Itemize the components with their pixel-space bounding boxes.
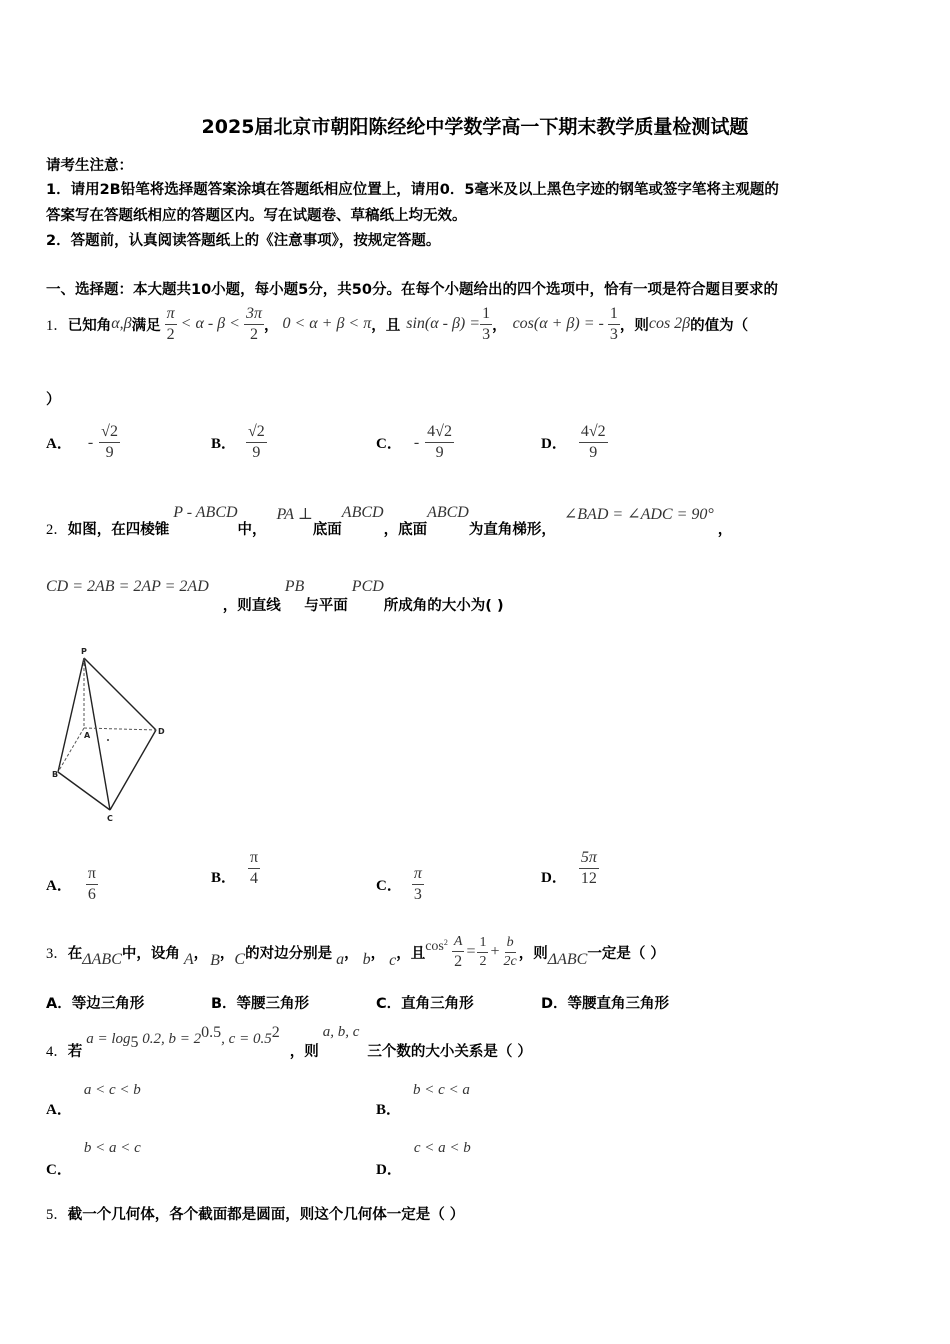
question-text: 一定是（ ） <box>587 945 665 962</box>
denominator: 2 <box>454 952 463 970</box>
math-power: 0.2, b = 2 <box>142 1031 202 1047</box>
math-pcd: PCD <box>351 578 384 595</box>
edge-pb <box>58 658 84 772</box>
question-text: 在 <box>67 945 83 962</box>
punctuation: ， <box>344 945 359 962</box>
question-text: 与平面 <box>304 598 348 614</box>
numerator: A <box>452 935 465 952</box>
option-fraction <box>412 866 424 903</box>
option-expression: b < a < c <box>83 1140 141 1156</box>
option-c[interactable] <box>376 424 454 461</box>
question-text: 底面 <box>312 522 342 538</box>
punctuation: ， <box>717 522 733 538</box>
option-d[interactable] <box>541 424 608 461</box>
option-b[interactable]: B．等腰三角形 <box>211 996 310 1012</box>
vertex-label-a: A <box>84 731 91 740</box>
option-label: B． <box>211 436 237 452</box>
math-alpha-beta: α,β <box>111 315 132 332</box>
option-sign: - <box>87 433 94 451</box>
option-a[interactable] <box>46 1082 141 1119</box>
denominator: 4 <box>250 870 259 887</box>
option-sign: - <box>413 433 420 451</box>
denominator: 3 <box>609 325 618 343</box>
option-label: D． <box>541 870 567 886</box>
question-1 <box>46 302 748 346</box>
question-text: 所成角的大小为( ) <box>383 598 504 614</box>
option-label: C． <box>376 436 402 452</box>
question-2-line-2 <box>46 578 504 615</box>
vertex-label-b: B <box>52 770 59 779</box>
denominator: 2 <box>249 325 258 343</box>
math-equation: CD = 2AB = 2AP = 2AD <box>46 578 209 595</box>
question-text: 中， <box>237 522 267 538</box>
punctuation: ， <box>263 317 279 334</box>
math-angle-b: B <box>210 952 220 969</box>
denominator: 3 <box>413 886 422 903</box>
option-fraction <box>248 850 260 887</box>
math-log-base: 5 <box>130 1034 139 1051</box>
edge-ad <box>84 728 156 730</box>
option-expression: b < c < a <box>413 1082 470 1098</box>
section-heading: 一、选择题：本大题共10小题，每小题5分，共50分。在每个小题给出的四个选项中，恰有一项是符合题目要求的 <box>46 282 778 298</box>
notice-heading: 请考生注意： <box>46 158 133 174</box>
option-d[interactable] <box>541 850 599 887</box>
question-number: 5． <box>46 1207 68 1223</box>
option-a[interactable] <box>46 424 120 461</box>
option-expression: c < a < b <box>413 1140 471 1156</box>
option-d[interactable] <box>376 1140 471 1179</box>
vertex-label-c: C <box>107 814 113 823</box>
math-log: a = log <box>86 1031 131 1047</box>
fraction-1-over-3 <box>480 306 492 343</box>
question-text: 满足 <box>131 317 161 334</box>
notice-item-2: 2．答题前，认真阅读答题纸上的《注意事项》，按规定答题。 <box>46 233 441 249</box>
option-a[interactable] <box>46 850 98 903</box>
math-cos-2beta: cos 2β <box>648 315 691 332</box>
question-number: 1． <box>46 317 68 334</box>
punctuation: ， <box>492 317 507 334</box>
denominator: 2c <box>503 953 517 969</box>
math-exponent: 0.5 <box>201 1024 222 1041</box>
option-fraction <box>579 850 599 887</box>
question-text: ，则直线 <box>222 598 281 614</box>
question-number: 4． <box>46 1044 68 1060</box>
denominator: 9 <box>435 444 444 461</box>
question-4 <box>46 1024 532 1061</box>
edge-bc <box>58 772 110 810</box>
option-label: D． <box>376 1162 402 1178</box>
question-text: 如图，在四棱锥 <box>67 522 170 538</box>
fraction-b-over-2c <box>502 936 519 969</box>
math-pb: PB <box>284 578 305 595</box>
numerator: π <box>412 866 424 885</box>
edge-cd <box>110 730 156 810</box>
denominator: 9 <box>589 444 598 461</box>
punctuation: ， <box>219 945 235 962</box>
question-text: ，且 <box>371 317 401 334</box>
math-pyramid: P - ABCD <box>173 504 238 521</box>
math-abcd: ABCD <box>341 504 384 521</box>
math-sin: sin(α - β) = <box>406 315 481 332</box>
numerator: √2 <box>246 424 267 443</box>
punctuation: ， <box>193 945 209 962</box>
edge-ab <box>58 728 84 772</box>
option-c[interactable]: C．直角三角形 <box>376 996 474 1012</box>
math-angle: ∠BAD = ∠ADC = 90° <box>563 506 714 523</box>
math-exponent: 2 <box>271 1024 280 1041</box>
question-text: 三个数的大小关系是（ ） <box>367 1044 532 1060</box>
option-fraction <box>86 866 98 903</box>
option-fraction <box>425 424 454 461</box>
numerator: √2 <box>99 424 120 443</box>
question-text: ，则 <box>518 945 548 962</box>
numerator: 3π <box>244 306 264 325</box>
option-label: C． <box>376 878 402 894</box>
option-d[interactable]: D．等腰直角三角形 <box>541 996 670 1012</box>
math-triangle: ΔABC <box>547 951 588 968</box>
question-number: 3． <box>46 945 68 962</box>
question-text: 截一个几何体，各个截面都是圆面，则这个几何体一定是（ ） <box>67 1207 465 1223</box>
numerator: π <box>165 306 177 325</box>
math-angle-c: C <box>234 951 246 968</box>
option-c[interactable] <box>376 850 424 903</box>
question-text: 中，设角 <box>121 945 180 962</box>
page-title: 2025届北京市朝阳陈经纶中学数学高一下期末教学质量检测试题 <box>201 116 749 138</box>
math-abcd: ABCD <box>427 504 469 521</box>
math-side-a: a <box>336 951 345 968</box>
question-text: 的对边分别是 <box>245 945 333 962</box>
math-triangle: ΔABC <box>82 951 122 968</box>
question-3 <box>46 930 665 974</box>
punctuation: ， <box>370 945 386 962</box>
notice-item-1-line-1: 1．请用2B铅笔将选择题答案涂填在答题纸相应位置上，请用0．5毫米及以上黑色字迹的钢笔或签字笔将主观题的 <box>46 182 779 198</box>
numerator: 4√2 <box>579 424 608 443</box>
notice-item-1-line-2: 答案写在答题纸相应的答题区内。写在试题卷、草稿纸上均无效。 <box>46 208 467 224</box>
numerator: 1 <box>477 936 488 953</box>
option-b[interactable] <box>376 1082 470 1119</box>
option-fraction <box>246 424 267 461</box>
fraction-3pi-over-2 <box>244 306 264 343</box>
math-exponent: 2 <box>443 937 448 947</box>
math-side-c: c <box>389 952 397 969</box>
numerator: 4√2 <box>425 424 454 443</box>
question-1-close: ） <box>46 392 61 408</box>
question-text: ，底面 <box>383 522 428 538</box>
option-a[interactable]: A．等边三角形 <box>46 996 145 1012</box>
math-pa-perp: PA ⊥ <box>276 506 313 523</box>
denominator: 6 <box>87 886 96 903</box>
fraction-1-over-2 <box>477 936 488 969</box>
math-abc: a, b, c <box>322 1024 360 1040</box>
denominator: 3 <box>482 325 491 343</box>
option-label: B． <box>211 870 237 886</box>
math-definitions <box>86 1024 279 1052</box>
option-label: B． <box>376 1102 402 1118</box>
math-side-b: b <box>362 951 371 968</box>
option-c[interactable] <box>46 1140 141 1179</box>
denominator: 2 <box>166 325 175 343</box>
question-text: ，且 <box>396 945 426 962</box>
option-b[interactable] <box>211 850 260 887</box>
numerator: π <box>86 866 98 885</box>
option-label: A． <box>46 436 72 452</box>
numerator: 1 <box>480 306 492 325</box>
numerator: b <box>505 936 516 953</box>
fraction-1-over-3 <box>608 306 620 343</box>
question-5 <box>46 1203 464 1224</box>
question-number: 2． <box>46 522 68 538</box>
numerator: 1 <box>608 306 620 325</box>
denominator: 9 <box>105 444 114 461</box>
question-text: ，则 <box>619 317 649 334</box>
math-equals: = <box>466 943 476 960</box>
denominator: 2 <box>479 953 487 969</box>
denominator: 9 <box>252 444 261 461</box>
math-cos: cos <box>425 939 444 954</box>
math-power: , c = 0.5 <box>221 1031 272 1047</box>
option-label: A． <box>46 878 72 894</box>
question-text: 为直角梯形， <box>468 522 556 538</box>
option-label: D． <box>541 436 567 452</box>
option-expression: a < c < b <box>83 1082 141 1098</box>
denominator: 12 <box>580 870 597 887</box>
option-label: C． <box>46 1162 72 1178</box>
math-angle-a: A <box>183 951 194 968</box>
fraction-a-over-2 <box>452 935 465 970</box>
numerator: π <box>248 850 260 869</box>
question-text: 的值为（ <box>690 317 749 334</box>
pyramid-figure <box>46 642 186 827</box>
vertex-label-p: P <box>81 647 87 656</box>
math-plus: + <box>490 943 500 960</box>
math-inequality: < α - β < <box>180 315 240 332</box>
math-cos: cos(α + β) = - <box>512 315 604 332</box>
question-2 <box>46 504 732 539</box>
question-text: 已知角 <box>67 317 112 334</box>
math-range: 0 < α + β < π <box>282 315 372 332</box>
numerator: 5π <box>579 850 599 869</box>
vertex-label-d: D <box>158 727 165 736</box>
fraction-pi-over-2 <box>165 306 177 343</box>
option-fraction <box>99 424 120 461</box>
option-fraction <box>579 424 608 461</box>
question-text: ，则 <box>289 1044 319 1060</box>
question-text: 若 <box>67 1044 83 1060</box>
option-b[interactable] <box>211 424 267 461</box>
option-label: A． <box>46 1102 72 1118</box>
